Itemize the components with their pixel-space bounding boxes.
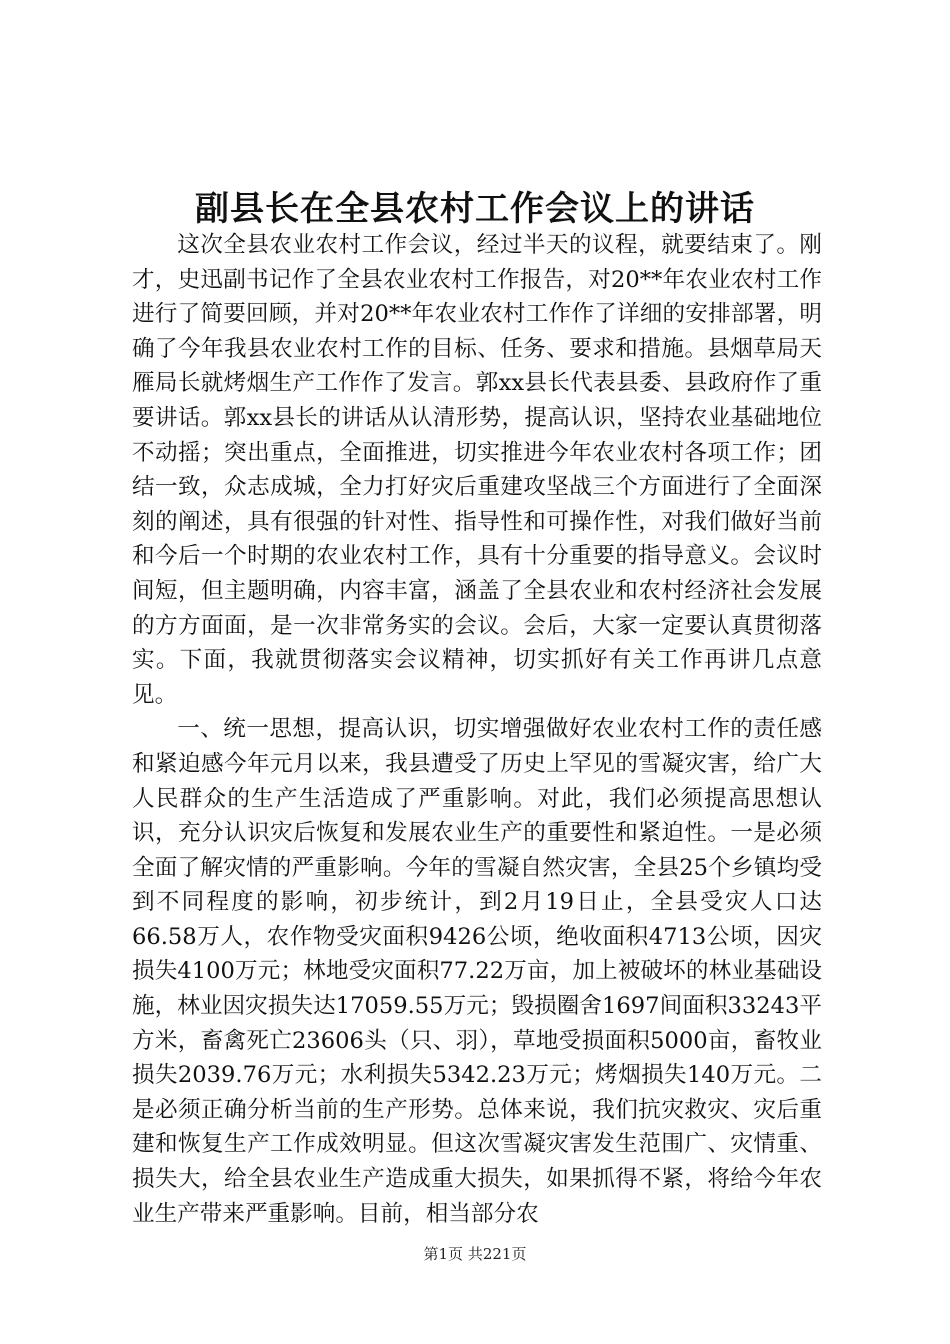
document-title: 副县长在全县农村工作会议上的讲话 [195,189,755,229]
page-number-footer: 第1页 共221页 [423,1245,527,1263]
paragraph-intro: 这次全县农业农村工作会议，经过半天的议程，就要结束了。刚才，史迅副书记作了全县农业农村工作报告，对20**年农业农村工作进行了简要回顾，并对20**年农业农村工作作了详细的安排部署，明确了今年我县农业农村工作的目标、任务、要求和措施。县烟草局天雁局长就烤烟生产工作作了发言。郭xx县长代表县委、县政府作了重要讲话。郭xx县长的讲话从认清形势，提高认识，坚持农业基础地位不动摇；突出重点，全面推进，切实推进今年农业农村各项工作；团结一致，众志成城，全力打好灾后重建攻坚战三个方面进行了全面深刻的阐述，具有很强的针对性、指导性和可操作性，对我们做好当前和今后一个时期的农业农村工作，具有十分重要的指导意义。会议时间短，但主题明确，内容丰富，涵盖了全县农业和农村经济社会发展的方方面面，是一次非常务实的会议。会后，大家一定要认真贯彻落实。下面，我就贯彻落实会议精神，切实抓好有关工作再讲几点意见。 [132,232,822,708]
document-body [132,228,822,1231]
paragraph-section-one: 一、统一思想，提高认识，切实增强做好农业农村工作的责任感和紧迫感今年元月以来，我县遭受了历史上罕见的雪凝灾害，给广大人民群众的生产生活造成了严重影响。对此，我们必须提高思想认识，充分认识灾后恢复和发展农业生产的重要性和紧迫性。一是必须全面了解灾情的严重影响。今年的雪凝自然灾害，全县25个乡镇均受到不同程度的影响，初步统计，到2月19日止，全县受灾人口达66.58万人，农作物受灾面积9426公顷，绝收面积4713公顷，因灾损失4100万元；林地受灾面积77.22万亩，加上被破坏的林业基础设施，林业因灾损失达17059.55万元；毁损圈舍1697间面积33243平方米，畜禽死亡23606头（只、羽），草地受损面积5000亩，畜牧业损失2039.76万元；水利损失5342.23万元；烤烟损失140万元。二是必须正确分析当前的生产形势。总体来说，我们抗灾救灾、灾后重建和恢复生产工作成效明显。但这次雪凝灾害发生范围广、灾情重、损失大，给全县农业生产造成重大损失，如果抓得不紧，将给今年农业生产带来严重影响。目前，相当部分农 [132,716,822,1227]
